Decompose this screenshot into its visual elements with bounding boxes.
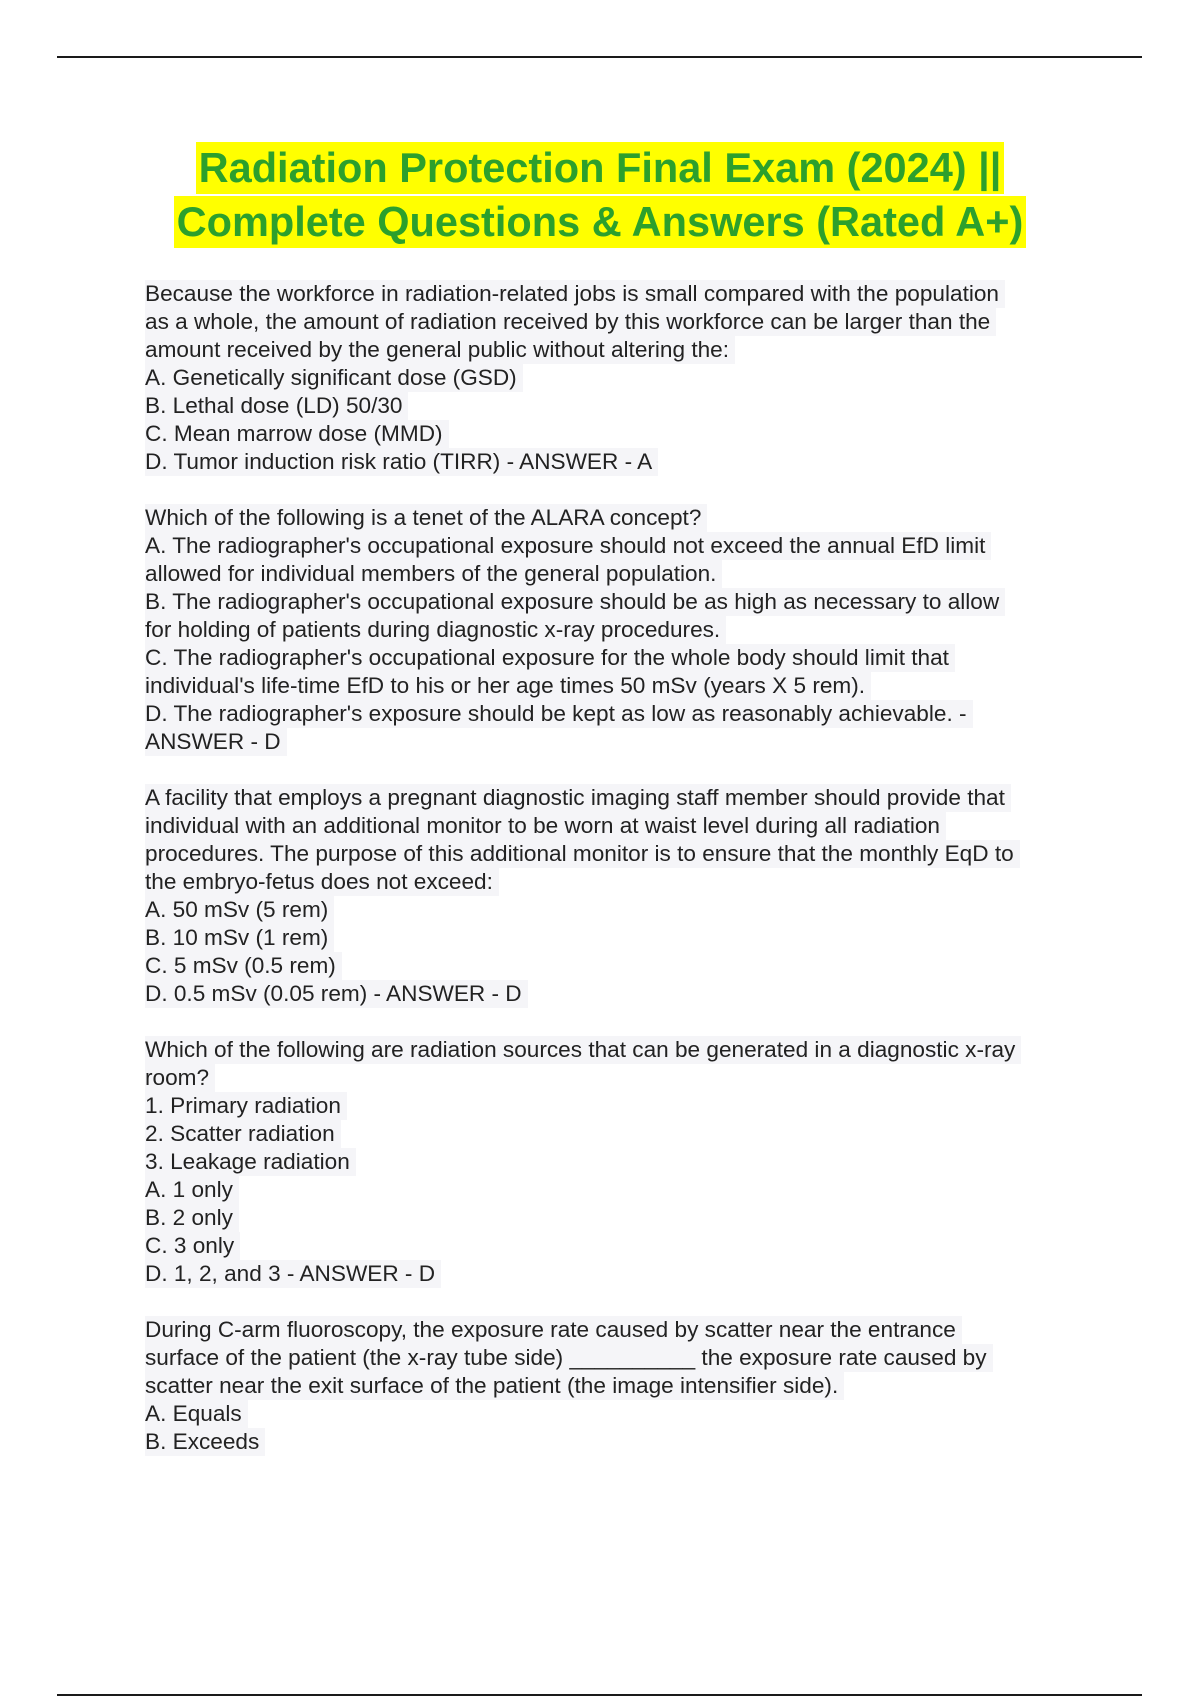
question-3-line-1: A facility that employs a pregnant diagnostic imaging staff member should provide that — [145, 784, 1011, 812]
document-title — [0, 142, 1200, 248]
question-4-option-b: B. 2 only — [145, 1204, 239, 1232]
question-block-4 — [145, 1036, 1090, 1288]
header-rule — [57, 56, 1142, 58]
question-1-option-d-answer: D. Tumor induction risk ratio (TIRR) - ANSWER - A — [145, 448, 658, 476]
question-5-option-a: A. Equals — [145, 1400, 248, 1428]
question-2-option-c: C. The radiographer's occupational exposure for the whole body should limit that — [145, 644, 955, 672]
question-3-line-2: individual with an additional monitor to be worn at waist level during all radiation — [145, 812, 946, 840]
question-2-answer: ANSWER - D — [145, 728, 287, 756]
question-2-option-b: B. The radiographer's occupational exposure should be as high as necessary to allow — [145, 588, 1005, 616]
question-2-option-b-cont: for holding of patients during diagnostic x-ray procedures. — [145, 616, 726, 644]
question-1-option-a: A. Genetically significant dose (GSD) — [145, 364, 523, 392]
question-4-option-a: A. 1 only — [145, 1176, 239, 1204]
question-3-line-4: the embryo-fetus does not exceed: — [145, 868, 499, 896]
question-2-line-1: Which of the following is a tenet of the ALARA concept? — [145, 504, 707, 532]
question-block-1 — [145, 280, 1090, 476]
question-2-option-a: A. The radiographer's occupational exposure should not exceed the annual EfD limit — [145, 532, 991, 560]
question-1-line-3: amount received by the general public without altering the: — [145, 336, 735, 364]
question-3-option-b: B. 10 mSv (1 rem) — [145, 924, 334, 952]
question-1-option-c: C. Mean marrow dose (MMD) — [145, 420, 449, 448]
question-3-option-a: A. 50 mSv (5 rem) — [145, 896, 334, 924]
title-line-1: Radiation Protection Final Exam (2024) || — [196, 142, 1005, 194]
question-block-3 — [145, 784, 1090, 1008]
question-block-2 — [145, 504, 1090, 756]
footer-rule — [57, 1694, 1142, 1696]
question-5-option-b: B. Exceeds — [145, 1428, 265, 1456]
question-5-line-3: scatter near the exit surface of the patient (the image intensifier side). — [145, 1372, 844, 1400]
question-1-option-b: B. Lethal dose (LD) 50/30 — [145, 392, 408, 420]
question-4-option-d-answer: D. 1, 2, and 3 - ANSWER - D — [145, 1260, 441, 1288]
question-5-line-2: surface of the patient (the x-ray tube side) __________ the exposure rate caused by — [145, 1344, 993, 1372]
question-4-item-2: 2. Scatter radiation — [145, 1120, 341, 1148]
question-block-5 — [145, 1316, 1090, 1456]
question-list — [145, 280, 1090, 1484]
title-line-2: Complete Questions & Answers (Rated A+) — [174, 196, 1027, 248]
question-2-option-c-cont: individual's life-time EfD to his or her age times 50 mSv (years X 5 rem). — [145, 672, 871, 700]
question-2-option-d: D. The radiographer's exposure should be kept as low as reasonably achievable. - — [145, 700, 973, 728]
question-2-option-a-cont: allowed for individual members of the general population. — [145, 560, 722, 588]
question-3-option-d-answer: D. 0.5 mSv (0.05 rem) - ANSWER - D — [145, 980, 528, 1008]
question-1-line-2: as a whole, the amount of radiation received by this workforce can be larger than the — [145, 308, 996, 336]
question-5-line-1: During C-arm fluoroscopy, the exposure rate caused by scatter near the entrance — [145, 1316, 962, 1344]
question-3-option-c: C. 5 mSv (0.5 rem) — [145, 952, 342, 980]
question-1-line-1: Because the workforce in radiation-related jobs is small compared with the population — [145, 280, 1005, 308]
question-4-line-1: Which of the following are radiation sources that can be generated in a diagnostic x-ray — [145, 1036, 1021, 1064]
question-4-line-2: room? — [145, 1064, 215, 1092]
question-3-line-3: procedures. The purpose of this additional monitor is to ensure that the monthly EqD to — [145, 840, 1020, 868]
question-4-item-3: 3. Leakage radiation — [145, 1148, 356, 1176]
question-4-option-c: C. 3 only — [145, 1232, 240, 1260]
question-4-item-1: 1. Primary radiation — [145, 1092, 347, 1120]
